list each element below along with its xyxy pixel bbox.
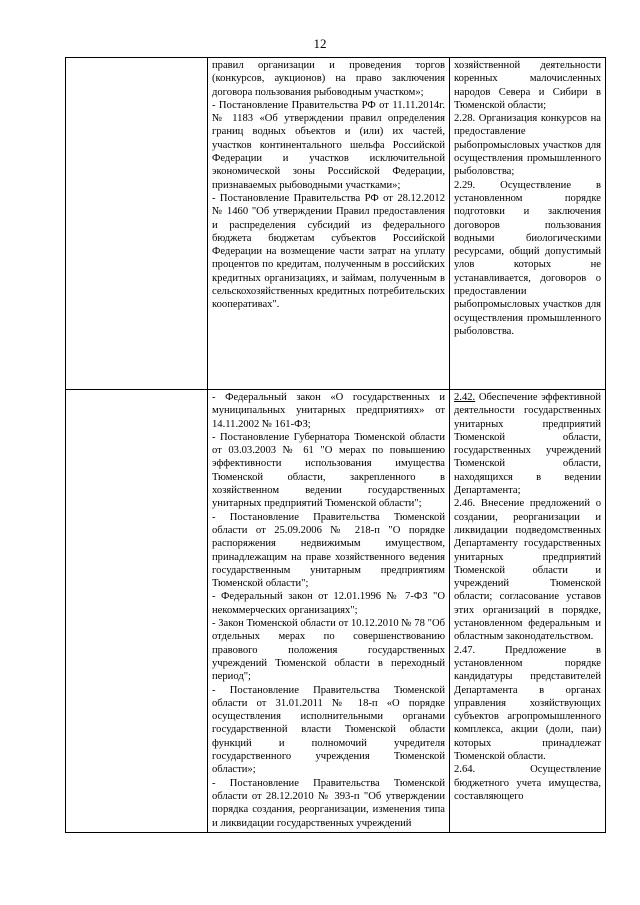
legal-basis-cell (208, 390, 450, 833)
function-text: 2.29. Осуществление в установленном порядке подготовки и заключения договоров пользования водными биологическими ресурсами, общий допустимый улов которых не устанавливается, договоров о предоставлении рыбопромысловых участков для осуществления промышленного рыболовства. (454, 179, 601, 337)
legal-act-text: - Постановление Правительства РФ от 11.11.2014г. № 1183 «Об утверждении правил определения границ водных объектов и (или) их частей, участков континентального шельфа Российской Федерации и участков исключительной экономической зоны Российской Федерации, признаваемых рыбоводными участками»; (212, 99, 445, 191)
legal-act-text: - Постановление Правительства Тюменской области от 28.12.2010 № 393-п "Об утверждении порядка создания, реорганизации, изменения типа и ликвидации государственных учреждений (212, 777, 445, 829)
function-text: 2.28. Организация конкурсов на предоставление рыбопромысловых участков для осуществления промышленного рыболовства; (454, 113, 601, 178)
table-row (66, 390, 606, 833)
legal-act-text: - Закон Тюменской области от 10.12.2010 № 78 "Об отдельных мерах по совершенствованию правового положения государственных учреждений Тюменской области в переходный период"; (212, 618, 445, 683)
document-table (65, 57, 606, 833)
function-text (454, 391, 601, 497)
function-cell (450, 58, 606, 390)
clause-number: 2.42. (454, 392, 476, 403)
legal-act-text: - Постановление Правительства Тюменской области от 31.01.2011 № 18-п «О порядке осуществления исполнительными органами государственной власти Тюменской области функций и полномочий учредителя государственного учреждения Тюменской области»; (212, 684, 445, 776)
legal-act-text: правил организации и проведения торгов (конкурсов, аукционов) на право заключения договора пользования рыбоводным участком»; (212, 60, 445, 98)
clause-text: Обеспечение эффективной деятельности государственных унитарных предприятий Тюменской области, государственных учреждений Тюменской области, находящихся в ведении Департамента; (454, 392, 601, 497)
function-text: 2.64. Осуществление бюджетного учета имущества, составляющего (454, 764, 601, 802)
function-text: 2.46. Внесение предложений о создании, реорганизации и ликвидации подведомственных Департаменту государственных унитарных предприятий Тюменской области и учреждений Тюменской области; согласование уставов этих организаций в порядке, установленном федеральным и областным законодательством. (454, 498, 601, 643)
table-row (66, 58, 606, 390)
legal-act-text: - Постановление Правительства РФ от 28.12.2012 № 1460 "Об утверждении Правил предоставления и распределения субсидий из федерального бюджета бюджетам субъектов Российской Федерации на возмещение части затрат на уплату процентов по кредитам, полученным в российских кредитных организациях, и займам, полученным в сельскохозяйственных кредитных потребительских кооперативах". (212, 192, 445, 311)
legal-act-text: - Постановление Правительства Тюменской области от 25.09.2006 № 218-п "О порядке распоряжения недвижимым имуществом, принадлежащим на праве хозяйственного ведения государственным унитарным предприятиям Тюменской области"; (212, 511, 445, 590)
legal-act-text: - Федеральный закон от 12.01.1996 № 7-ФЗ "О некоммерческих организациях"; (212, 591, 445, 616)
legal-basis-cell (208, 58, 450, 390)
legal-act-text: - Постановление Губернатора Тюменской области от 03.03.2003 № 61 "О мерах по повышению эффективности использования имущества Тюменской области, закрепленного в хозяйственном ведении государственных унитарных предприятий Тюменской области"; (212, 431, 445, 510)
function-cell (450, 390, 606, 833)
empty-cell (66, 58, 208, 390)
page-number: 12 (313, 36, 327, 51)
function-text: хозяйственной деятельности коренных малочисленных народов Севера и Сибири в Тюменской области; (454, 60, 601, 111)
function-text: 2.47. Предложение в установленном порядке кандидатуры представителей Департамента в органах управления хозяйствующих субъектов агропромышленного комплекса, акции (доли, паи) которых принадлежат Тюменской области. (454, 644, 601, 763)
empty-cell (66, 390, 208, 833)
legal-act-text: - Федеральный закон «О государственных и муниципальных унитарных предприятиях» от 14.11.2002 № 161-ФЗ; (212, 392, 445, 430)
